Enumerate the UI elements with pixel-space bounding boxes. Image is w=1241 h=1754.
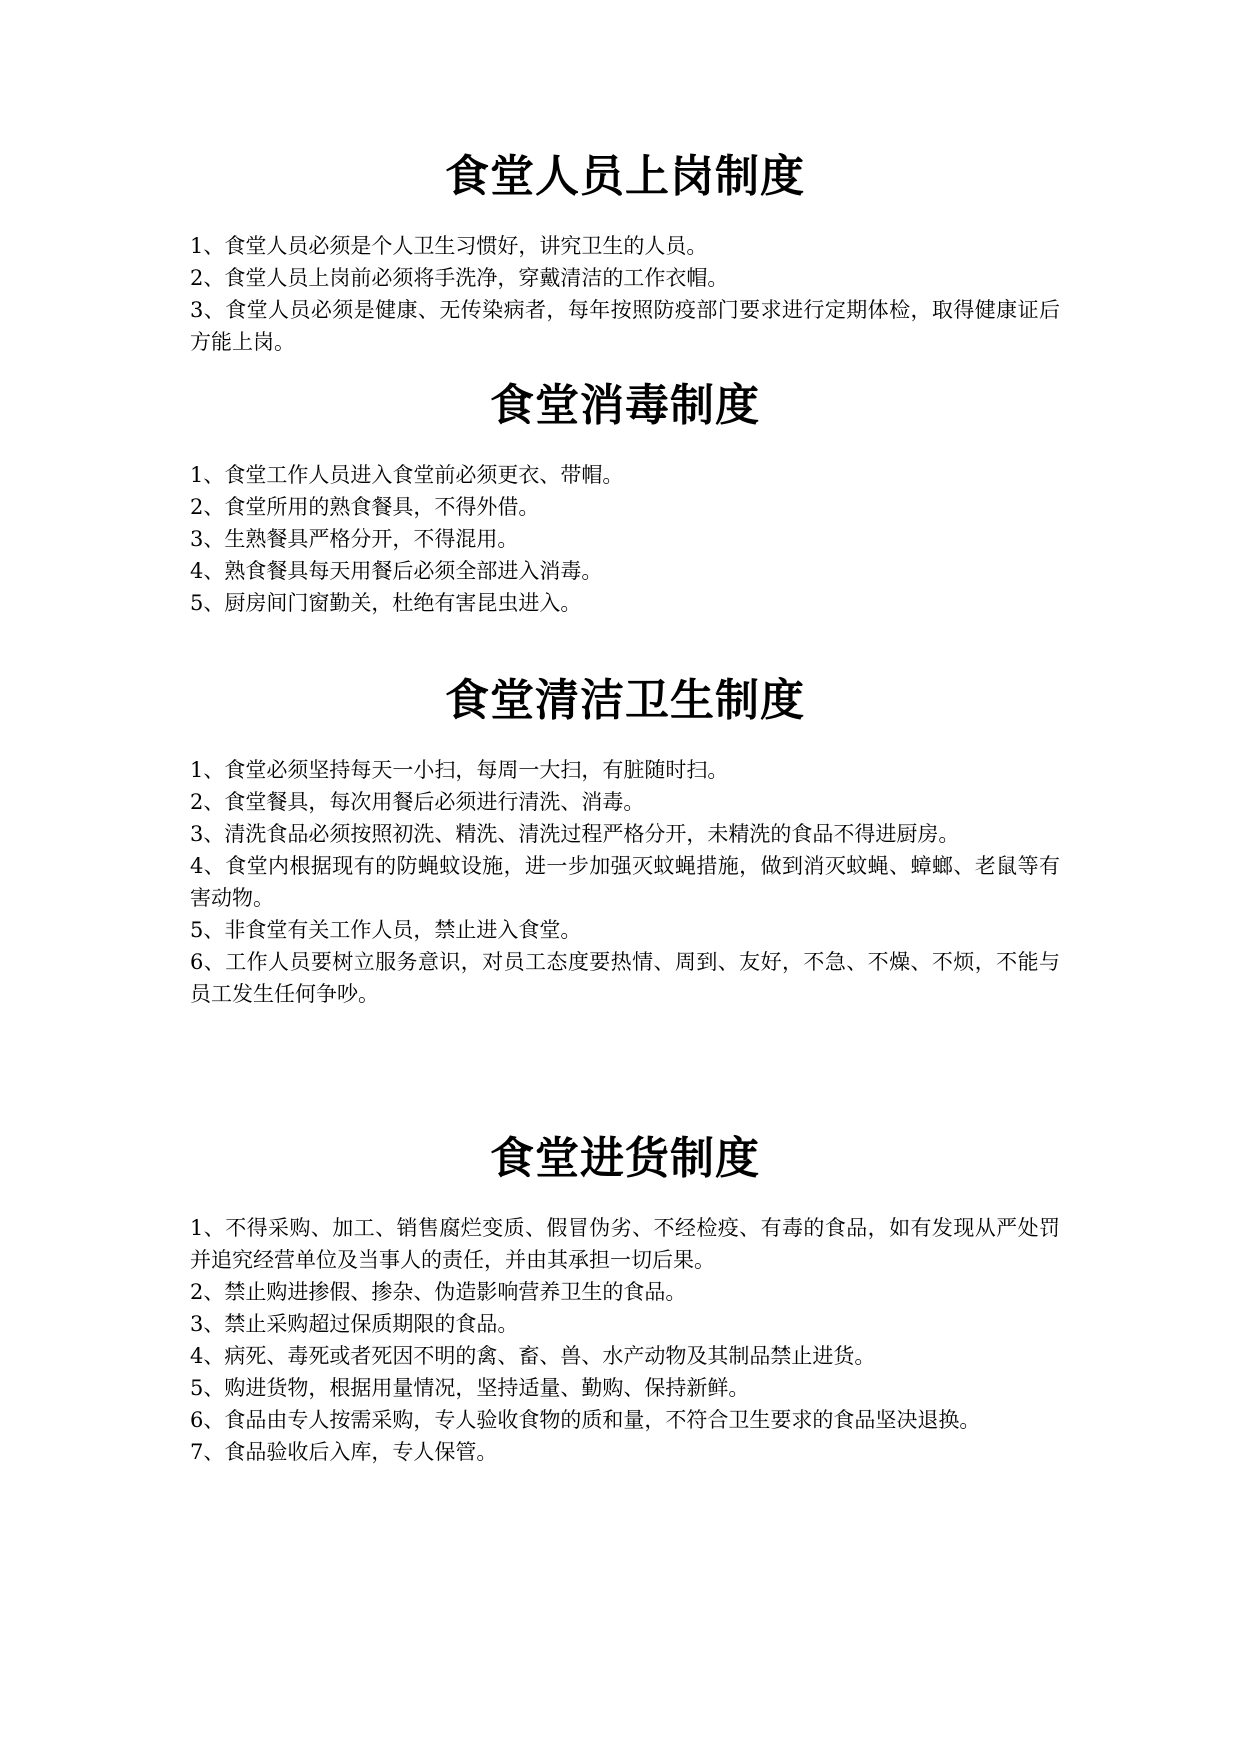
list-item: 5、购进货物，根据用量情况，坚持适量、勤购、保持新鲜。 (190, 1376, 750, 1400)
section-title: 食堂清洁卫生制度 (445, 675, 805, 726)
list-item: 4、病死、毒死或者死因不明的禽、畜、兽、水产动物及其制品禁止进货。 (190, 1344, 876, 1368)
item-list (190, 230, 1060, 358)
list-item: 2、食堂人员上岗前必须将手洗净，穿戴清洁的工作衣帽。 (190, 266, 729, 290)
section-title: 食堂消毒制度 (490, 380, 760, 431)
list-item: 6、工作人员要树立服务意识，对员工态度要热情、周到、友好，不急、不燥、不烦，不能与员工发生任何争吵。 (190, 950, 1060, 1006)
list-item: 6、食品由专人按需采购，专人验收食物的质和量，不符合卫生要求的食品坚决退换。 (190, 1408, 981, 1432)
item-list (190, 459, 1060, 619)
section-purchasing (190, 1132, 1060, 1468)
list-item: 3、食堂人员必须是健康、无传染病者，每年按照防疫部门要求进行定期体检，取得健康证后方能上岗。 (190, 298, 1060, 354)
section-disinfection (190, 379, 1060, 619)
list-item: 7、食品验收后入库，专人保管。 (190, 1440, 498, 1464)
item-list (190, 754, 1060, 1010)
list-item: 5、厨房间门窗勤关，杜绝有害昆虫进入。 (190, 591, 582, 615)
list-item: 3、禁止采购超过保质期限的食品。 (190, 1312, 519, 1336)
section-staff-duty (190, 150, 1060, 358)
list-item: 1、食堂人员必须是个人卫生习惯好，讲究卫生的人员。 (190, 234, 708, 258)
list-item: 3、清洗食品必须按照初洗、精洗、清洗过程严格分开，未精洗的食品不得进厨房。 (190, 822, 960, 846)
list-item: 2、食堂所用的熟食餐具，不得外借。 (190, 495, 540, 519)
list-item: 2、食堂餐具，每次用餐后必须进行清洗、消毒。 (190, 790, 645, 814)
list-item: 4、食堂内根据现有的防蝇蚊设施，进一步加强灭蚊蝇措施，做到消灭蚊蝇、蟑螂、老鼠等有害动物。 (190, 854, 1060, 910)
section-cleaning (190, 674, 1060, 1010)
list-item: 2、禁止购进掺假、掺杂、伪造影响营养卫生的食品。 (190, 1280, 687, 1304)
list-item: 1、不得采购、加工、销售腐烂变质、假冒伪劣、不经检疫、有毒的食品，如有发现从严处罚并追究经营单位及当事人的责任，并由其承担一切后果。 (190, 1216, 1060, 1272)
list-item: 4、熟食餐具每天用餐后必须全部进入消毒。 (190, 559, 603, 583)
section-title: 食堂进货制度 (490, 1133, 760, 1184)
list-item: 1、食堂必须坚持每天一小扫，每周一大扫，有脏随时扫。 (190, 758, 729, 782)
section-title: 食堂人员上岗制度 (445, 151, 805, 202)
item-list (190, 1212, 1060, 1468)
list-item: 3、生熟餐具严格分开，不得混用。 (190, 527, 519, 551)
list-item: 1、食堂工作人员进入食堂前必须更衣、带帽。 (190, 463, 624, 487)
list-item: 5、非食堂有关工作人员，禁止进入食堂。 (190, 918, 582, 942)
